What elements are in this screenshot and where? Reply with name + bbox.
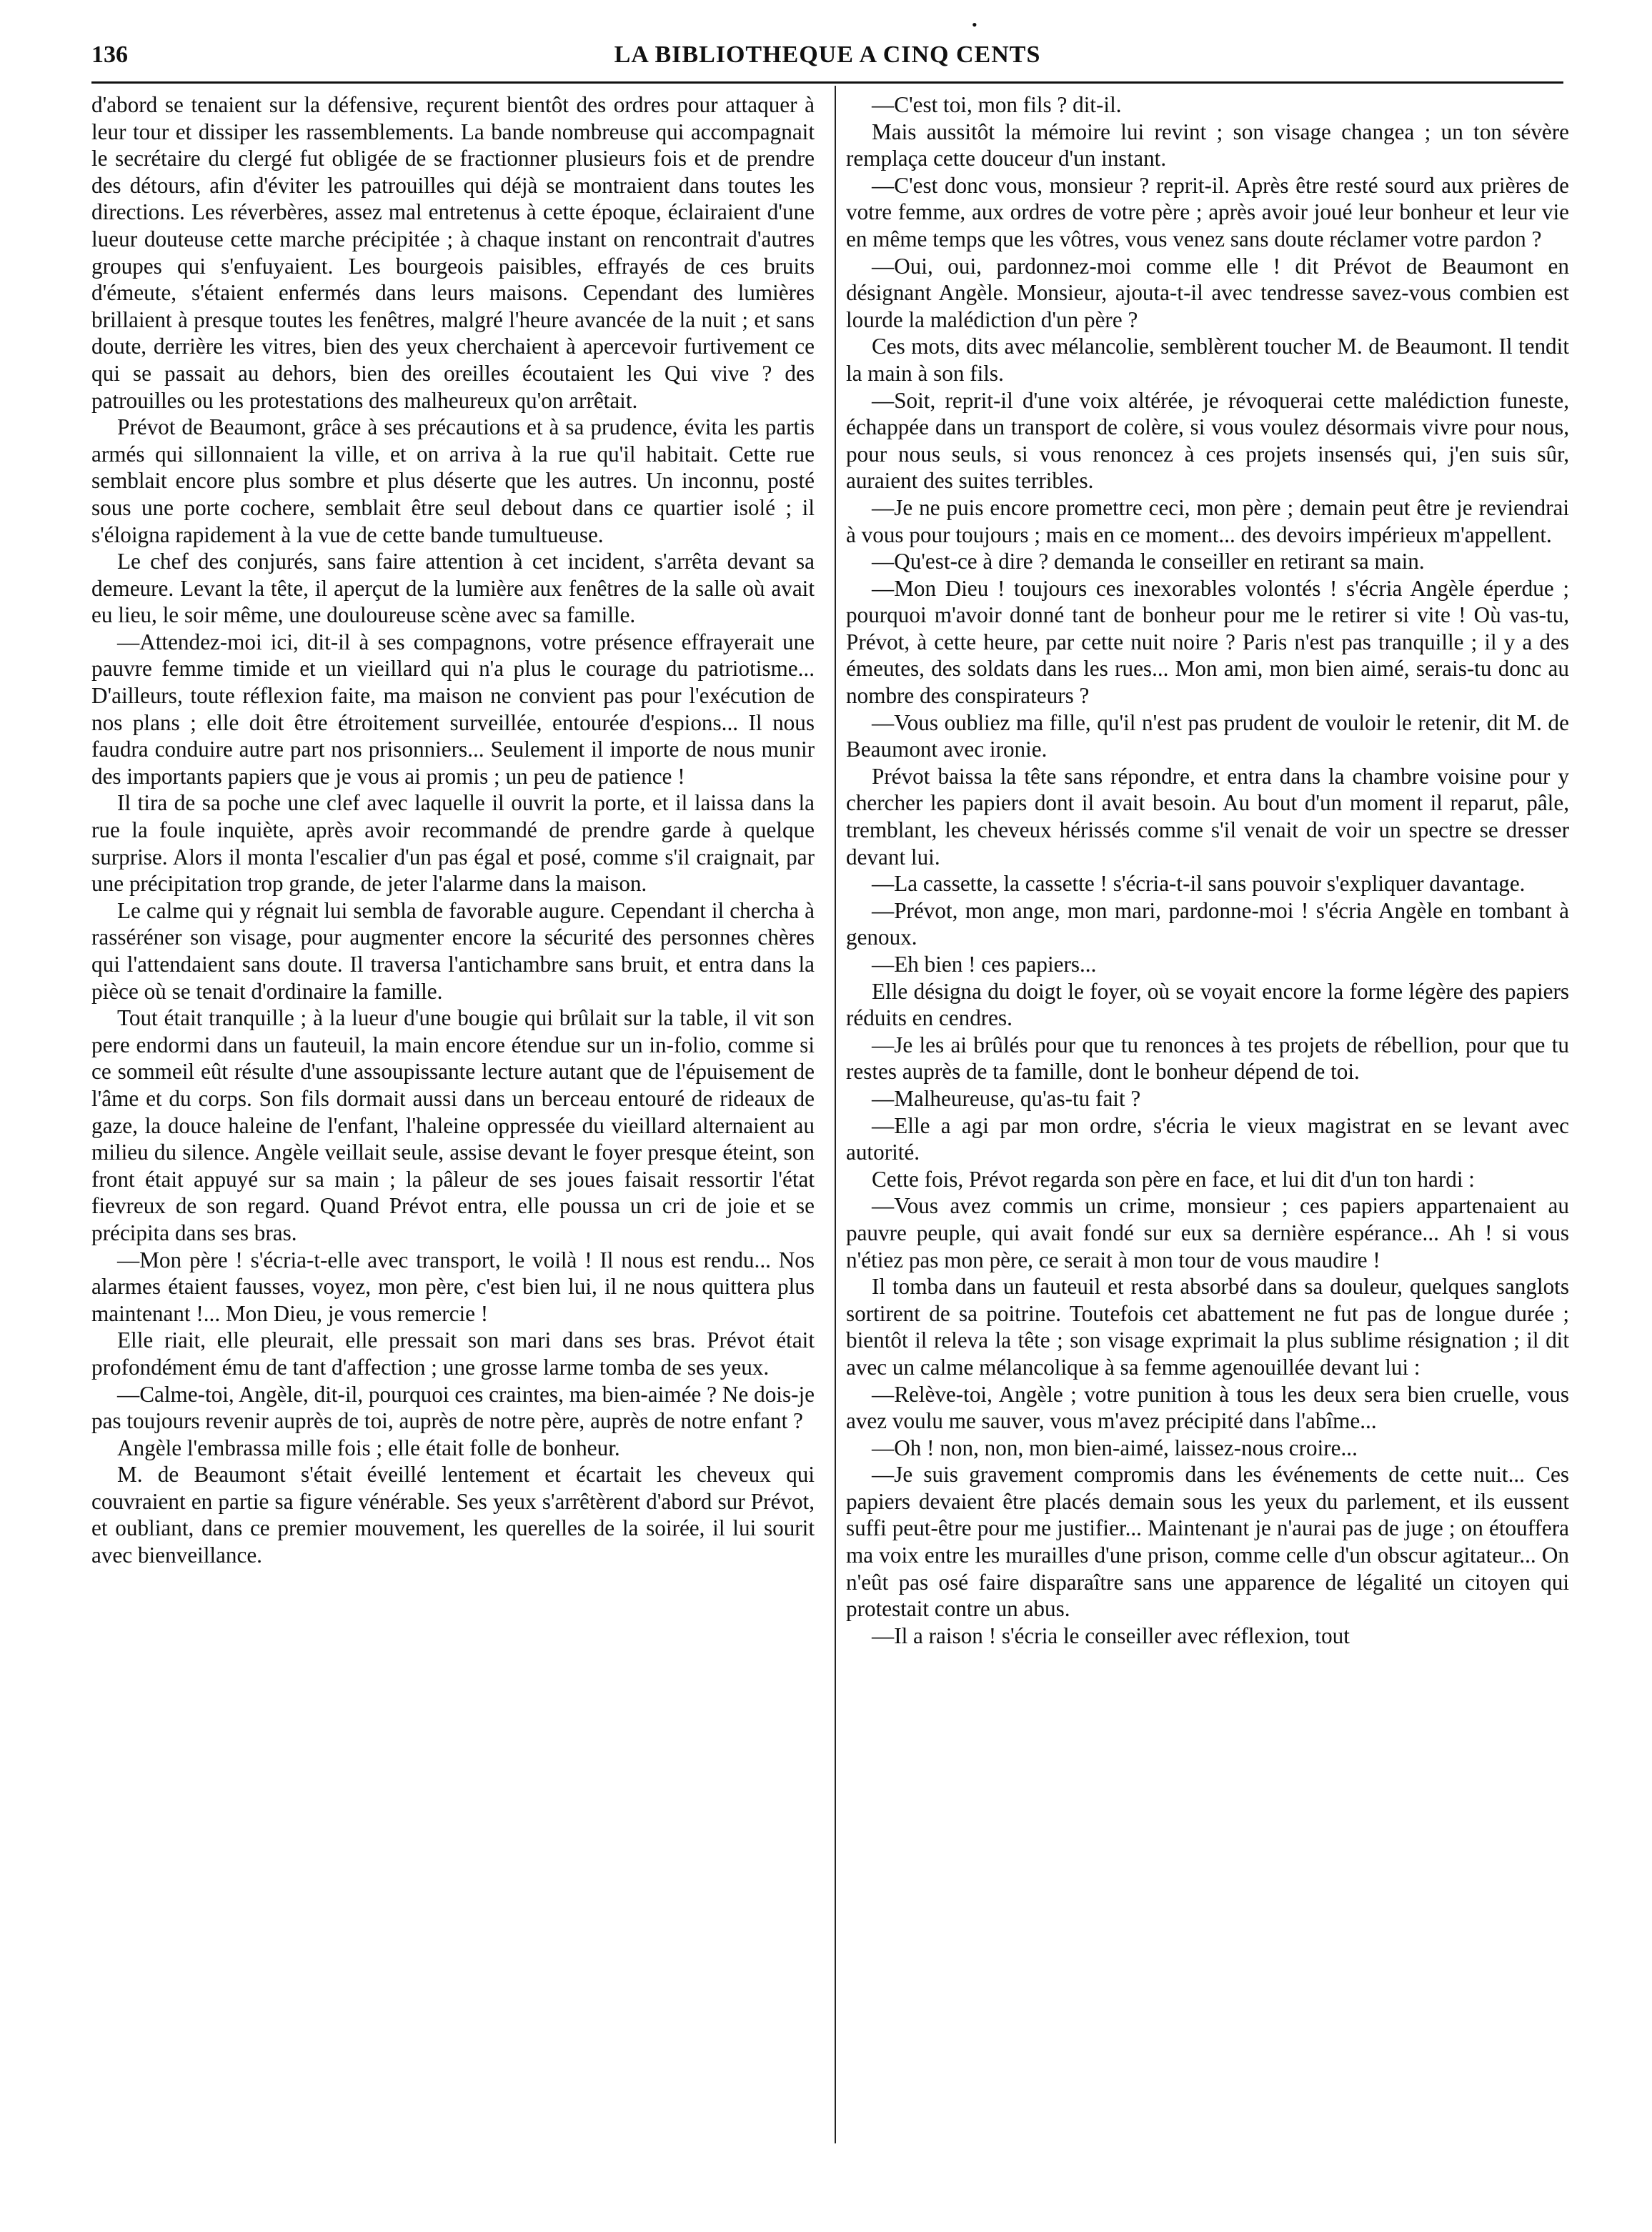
paragraph: M. de Beaumont s'était éveillé lentement et écartait les cheveux qui couvraient en partie sa figure vénérable. Ses yeux s'arrêtèrent d'abord sur Prévot, et oubliant, dans ce premier mouvement, les querelles de la soirée, il lui sourit avec bienveillance. (91, 1462, 815, 1568)
paragraph: —Eh bien ! ces papiers... (872, 952, 1097, 977)
paragraph: Elle riait, elle pleurait, elle pressait son mari dans ses bras. Prévot était profondément ému de tant d'affection ; une grosse larme tomba de ses yeux. (91, 1327, 815, 1380)
paragraph: —Relève-toi, Angèle ; votre punition à tous les deux sera bien cruelle, vous avez voulu me sauver, vous m'avez précipité dans l'abîme... (846, 1381, 1569, 1434)
paragraph: —Calme-toi, Angèle, dit-il, pourquoi ces craintes, ma bien-aimée ? Ne dois-je pas toujours revenir auprès de toi, auprès de notre père, auprès de notre enfant ? (91, 1381, 815, 1434)
header-mark: • (972, 16, 977, 34)
paragraph: Elle désigna du doigt le foyer, où se voyait encore la forme légère des papiers réduits en cendres. (846, 978, 1569, 1031)
paragraph: Prévot baissa la tête sans répondre, et entra dans la chambre voisine pour y chercher les papiers dont il avait besoin. Au bout d'un moment il reparut, pâle, tremblant, les cheveux hérissés comme s'il venait de voir un spectre se dresser devant lui. (846, 763, 1569, 870)
paragraph: Cette fois, Prévot regarda son père en face, et lui dit d'un ton hardi : (872, 1166, 1475, 1192)
page-header (91, 16, 1563, 79)
paragraph: —C'est toi, mon fils ? dit-il. (872, 92, 1122, 117)
paragraph: Prévot de Beaumont, grâce à ses précautions et à sa prudence, évita les partis armés qui sillonnaient la ville, et on arriva à la rue qu'il habitait. Cette rue semblait encore plus sombre et plus déserte que les autres. Un inconnu, posté sous une porte cochere, semblait être seul debout dans ce quartier isolé ; il s'éloigna rapidement à la vue de cette bande tumultueuse. (91, 414, 815, 547)
paragraph: Le chef des conjurés, sans faire attention à cet incident, s'arrêta devant sa demeure. Levant la tête, il aperçut de la lumière aux fenêtres de la salle où avait eu lieu, le soir même, une douloureuse scène avec sa famille. (91, 549, 815, 628)
right-column (846, 91, 1569, 1649)
paragraph: Tout était tranquille ; à la lueur d'une bougie qui brûlait sur la table, il vit son pere endormi dans un fauteuil, la main encore étendue sur un in-folio, comme si ce sommeil eût résulte d'une assoupissante lecture autant que de l'épuisement de l'âme et du corps. Son fils dormait aussi dans un berceau entouré de rideaux de gaze, la douce haleine de l'enfant, l'haleine oppressée du vieillard alternaient au milieu du silence. Angèle veillait seule, assise devant le foyer presque éteint, son front était appuyé sur sa main ; la pâleur de ses joues faisait ressortir l'état fievreux de son regard. Quand Prévot entra, elle poussa un cri de joie et se précipita dans ses bras. (91, 1005, 815, 1245)
paragraph: —Mon Dieu ! toujours ces inexorables volontés ! s'écria Angèle éperdue ; pourquoi m'avoir donné tant de bonheur pour me le retirer si vite ! Où vas-tu, Prévot, à cette heure, par cette nuit noire ? Paris n'est pas tranquille ; il y a des émeutes, des soldats dans les rues... Mon ami, mon bien aimé, serais-tu donc au nombre des conspirateurs ? (846, 575, 1569, 709)
paragraph: —Mon père ! s'écria-t-elle avec transport, le voilà ! Il nous est rendu... Nos alarmes étaient fausses, voyez, mon père, c'est bien lui, il ne nous quittera plus maintenant !... Mon Dieu, je vous remercie ! (91, 1247, 815, 1326)
paragraph: —Je les ai brûlés pour que tu renonces à tes projets de rébellion, pour que tu restes auprès de ta famille, dont le bonheur dépend de toi. (846, 1032, 1569, 1085)
paragraph: —Il a raison ! s'écria le conseiller avec réflexion, tout (872, 1623, 1350, 1648)
header-rule (91, 81, 1563, 84)
paragraph: d'abord se tenaient sur la défensive, reçurent bientôt des ordres pour attaquer à leur tour et dissiper les rassemblements. La bande nombreuse qui accompagnait le secrétaire du clergé fut obligée de se fractionner plusieurs fois et de prendre des détours, afin d'éviter les patrouilles qui déjà se montraient dans toutes les directions. Les réverbères, assez mal entretenus à cette époque, éclairaient d'une lueur douteuse cette marche précipitée ; à chaque instant on rencontrait d'autres groupes qui s'enfuyaient. Les bourgeois paisibles, effrayés de ces bruits d'émeute, s'étaient enfermés dans leurs maisons. Cependant des lumières brillaient à presque toutes les fenêtres, malgré l'heure avancée de la nuit ; et sans doute, derrière les vitres, bien des yeux cherchaient à apercevoir furtivement ce qui se passait au dehors, bien des oreilles écoutaient les Qui vive ? des patrouilles ou les protestations des malheureux qu'on arrêtait. (91, 92, 815, 413)
paragraph: Il tomba dans un fauteuil et resta absorbé dans sa douleur, quelques sanglots sortirent de sa poitrine. Toutefois cet abattement ne fut pas de longue durée ; bientôt il releva la tête ; son visage exprimait la plus sublime résignation ; il dit avec un calme mélancolique à sa femme agenouillée devant lui : (846, 1274, 1569, 1380)
paragraph: —Oh ! non, non, mon bien-aimé, laissez-nous croire... (872, 1435, 1358, 1460)
paragraph: —Qu'est-ce à dire ? demanda le conseiller en retirant sa main. (872, 549, 1425, 574)
paragraph: —C'est donc vous, monsieur ? reprit-il. Après être resté sourd aux prières de votre femme, aux ordres de votre père ; après avoir joué leur bonheur et leur vie en même temps que les vôtres, vous venez sans doute réclamer votre pardon ? (846, 172, 1569, 251)
paragraph: Le calme qui y régnait lui sembla de favorable augure. Cependant il chercha à rasséréner son visage, pour augmenter encore la sécurité des personnes chères qui l'attendaient sans doute. Il traversa l'antichambre sans bruit, et entra dans la pièce où se tenait d'ordinaire la famille. (91, 897, 815, 1004)
paragraph: —Elle a agi par mon ordre, s'écria le vieux magistrat en se levant avec autorité. (846, 1112, 1569, 1165)
left-column (91, 91, 815, 1569)
paragraph: —Attendez-moi ici, dit-il à ses compagnons, votre présence effrayerait une pauvre femme timide et un vieillard qui n'a plus le courage du patriotisme... D'ailleurs, toute réflexion faite, ma maison ne convient pas pour l'exécution de nos plans ; elle doit être étroitement surveillée, entourée d'espions... Il nous faudra conduire autre part nos prisonniers... Seulement il importe de nous munir des importants papiers que je vous ai promis ; un peu de patience ! (91, 629, 815, 789)
paragraph: Il tira de sa poche une clef avec laquelle il ouvrit la porte, et il laissa dans la rue la foule inquiète, après avoir recommandé de prendre garde à quelque surprise. Alors il monta l'escalier d'un pas égal et posé, comme s'il craignait, par une précipitation trop grande, de jeter l'alarme dans la maison. (91, 790, 815, 897)
paragraph: —La cassette, la cassette ! s'écria-t-il sans pouvoir s'expliquer davantage. (872, 871, 1526, 897)
paragraph: —Vous oubliez ma fille, qu'il n'est pas prudent de vouloir le retenir, dit M. de Beaumont avec ironie. (846, 709, 1569, 762)
paragraph: —Vous avez commis un crime, monsieur ; ces papiers appartenaient au pauvre peuple, qui avait fondé sur eux sa dernière espérance... Ah ! si vous n'étiez pas mon père, ce serait à mon tour de vous maudire ! (846, 1193, 1569, 1272)
paragraph: —Oui, oui, pardonnez-moi comme elle ! dit Prévot de Beaumont en désignant Angèle. Monsieur, ajouta-t-il avec tendresse savez-vous combien est lourde la malédiction d'un père ? (846, 253, 1569, 332)
paragraph: Ces mots, dits avec mélancolie, semblèrent toucher M. de Beaumont. Il tendit la main à son fils. (846, 334, 1569, 386)
running-head: LA BIBLIOTHEQUE A CINQ CENTS (614, 41, 1041, 68)
paragraph: —Malheureuse, qu'as-tu fait ? (872, 1085, 1141, 1111)
paragraph: —Prévot, mon ange, mon mari, pardonne-moi ! s'écria Angèle en tombant à genoux. (846, 897, 1569, 950)
paragraph: —Soit, reprit-il d'une voix altérée, je révoquerai cette malédiction funeste, échappée dans un transport de colère, si vous voulez désormais vivre pour nous, pour nous seuls, si vous renoncez à ces projets insensés qui, j'en suis sûr, auraient des suites terribles. (846, 387, 1569, 494)
column-divider (835, 86, 836, 2143)
page-number: 136 (91, 41, 128, 68)
paragraph: —Je ne puis encore promettre ceci, mon père ; demain peut être je reviendrai à vous pour toujours ; mais en ce moment... des devoirs impérieux m'appellent. (846, 494, 1569, 547)
paragraph: —Je suis gravement compromis dans les événements de cette nuit... Ces papiers devaient être placés demain sous les yeux du parlement, et ils eussent suffi peut-être pour me justifier... Maintenant je n'aurai pas de juge ; on étouffera ma voix entre les murailles d'une prison, comme celle d'un obscur agitateur... On n'eût pas osé faire disparaître sans une apparence de légalité un citoyen qui protestait contre un abus. (846, 1462, 1569, 1622)
paragraph: Angèle l'embrassa mille fois ; elle était folle de bonheur. (117, 1435, 620, 1460)
paragraph: Mais aussitôt la mémoire lui revint ; son visage changea ; un ton sévère remplaça cette douceur d'un instant. (846, 119, 1569, 171)
